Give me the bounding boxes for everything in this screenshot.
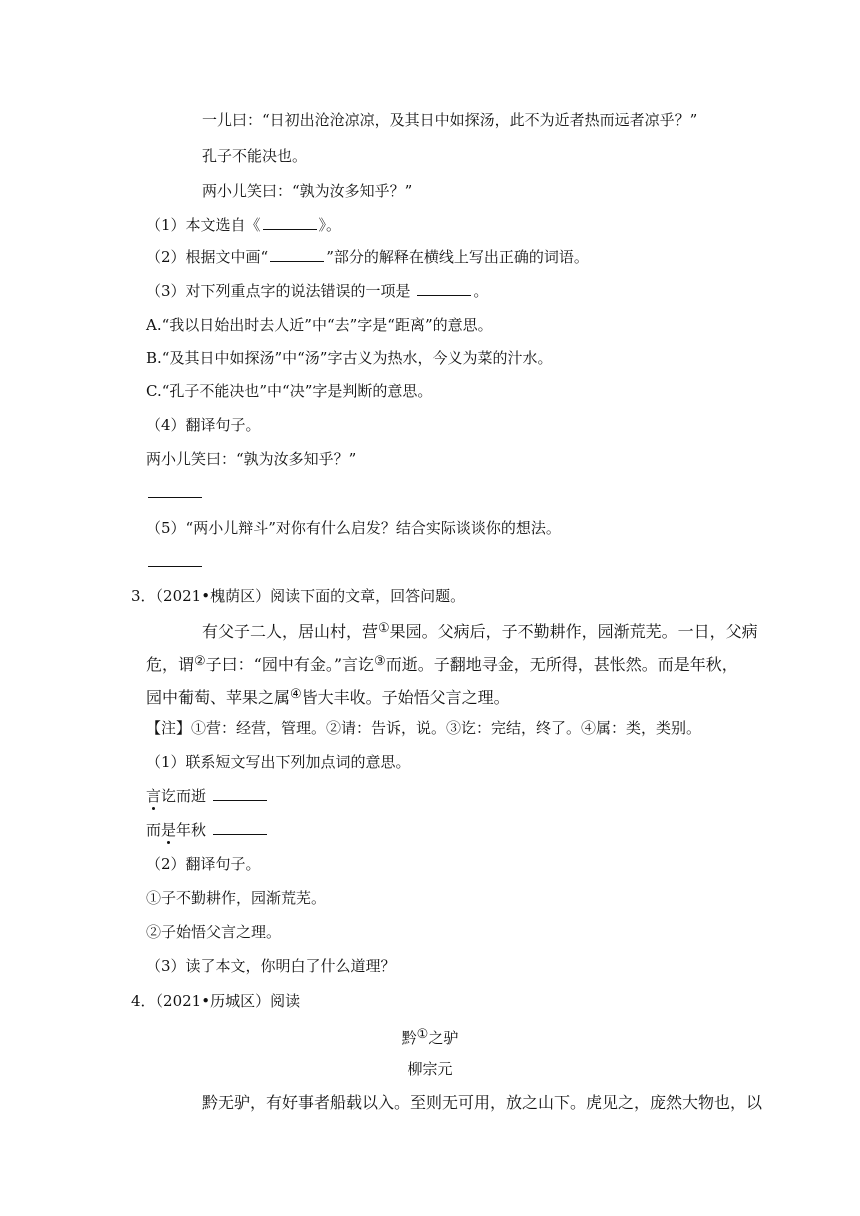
- text: 子曰：“园中有金。”言讫: [205, 655, 375, 674]
- q4-title: [0, 1025, 860, 1048]
- q3-passage-line-3: [146, 685, 510, 708]
- q3-header: 3．（2021•槐荫区）阅读下面的文章，回答问题。: [131, 587, 466, 605]
- answer-line[interactable]: [148, 566, 202, 567]
- passage-line-3: 两小儿笑曰：“孰为汝多知乎？”: [202, 182, 413, 200]
- q3-sub1: （1）联系短文写出下列加点词的意思。: [146, 753, 411, 771]
- option-b: B.“及其日中如探汤”中“汤”字古义为热水，今义为菜的汁水。: [146, 349, 553, 367]
- q3-sentence-2: ②子始悟父言之理。: [146, 923, 282, 941]
- q2-sub2-prefix: （2）根据文中画“: [146, 248, 269, 266]
- q2-sub1-prefix: （1）本文选自《: [146, 216, 261, 234]
- note-marker: ①: [378, 621, 390, 636]
- option-a: A.“我以日始出时去人近”中“去”字是“距离”的意思。: [146, 316, 493, 334]
- q3-passage-line-1: [202, 619, 758, 642]
- answer-blank[interactable]: [263, 215, 317, 230]
- answer-blank: [270, 247, 324, 262]
- text: 讫而逝: [161, 787, 207, 805]
- q4-header: 4．（2021•历城区）阅读: [131, 992, 301, 1010]
- answer-line[interactable]: [148, 497, 202, 498]
- q2-sub3-suffix: 。: [473, 282, 489, 300]
- q3-note: 【注】①营：经营，管理。②请：告诉，说。③讫：完结，终了。④属：类，类别。: [146, 719, 702, 737]
- q2-sub3-text: （3）对下列重点字的说法错误的一项是: [146, 282, 411, 300]
- q3-word-1: [146, 786, 269, 806]
- note-marker: ②: [194, 654, 206, 669]
- q4-passage-line-1: 黔无驴，有好事者船载以入。至则无可用，放之山下。虎见之，庞然大物也，以: [202, 1093, 763, 1112]
- q2-sub3: [146, 281, 488, 301]
- note-marker: ④: [290, 687, 302, 702]
- note-marker: ③: [374, 654, 386, 669]
- q2-sub1: [146, 215, 341, 235]
- q2-sub4: （4）翻译句子。: [146, 416, 261, 434]
- text: 危，谓: [146, 655, 195, 674]
- text: 园中葡萄、苹果之属: [146, 688, 291, 707]
- q2-sub2-suffix: ”部分的解释在横线上写出正确的词语。: [326, 248, 589, 266]
- dotted-character: 是: [161, 821, 177, 839]
- text: 黔: [401, 1029, 417, 1047]
- answer-blank[interactable]: [417, 281, 471, 296]
- dotted-character: 言: [146, 787, 162, 805]
- answer-blank[interactable]: [213, 786, 267, 801]
- text: 皆大丰收。子始悟父言之理。: [301, 688, 510, 707]
- q3-sub2: （2）翻译句子。: [146, 855, 261, 873]
- q3-word-2: [146, 820, 269, 840]
- text: 而逝。子翻地寻金，无所得，甚怅然。而是年秋，: [385, 655, 738, 674]
- q4-author: 柳宗元: [407, 1060, 453, 1078]
- q3-sub3: （3）读了本文，你明白了什么道理？: [146, 957, 396, 975]
- text: 之驴: [428, 1029, 459, 1047]
- text: 果园。父病后，子不勤耕作，园渐荒芜。一日，父病: [389, 622, 758, 641]
- q2-sub5: （5）“两小儿辩斗”对你有什么启发？结合实际谈谈你的想法。: [146, 519, 561, 537]
- option-c: C.“孔子不能决也”中“决”字是判断的意思。: [146, 382, 433, 400]
- q2-sub2: [146, 247, 589, 267]
- passage-line-2: 孔子不能决也。: [202, 147, 308, 165]
- passage-line-1: 一儿曰：“日初出沧沧凉凉，及其日中如探汤，此不为近者热而远者凉乎？”: [202, 111, 698, 129]
- q2-sub4-sentence: 两小儿笑曰：“孰为汝多知乎？”: [146, 450, 357, 468]
- note-marker: ①: [416, 1027, 429, 1042]
- q2-sub1-suffix: 》。: [318, 216, 342, 234]
- q3-passage-line-2: [146, 652, 738, 675]
- text: 年秋: [176, 821, 207, 839]
- text: 有父子二人，居山村，营: [202, 622, 379, 641]
- q3-sentence-1: ①子不勤耕作，园渐荒芜。: [146, 889, 327, 907]
- answer-blank[interactable]: [213, 820, 267, 835]
- text: 而: [146, 821, 162, 839]
